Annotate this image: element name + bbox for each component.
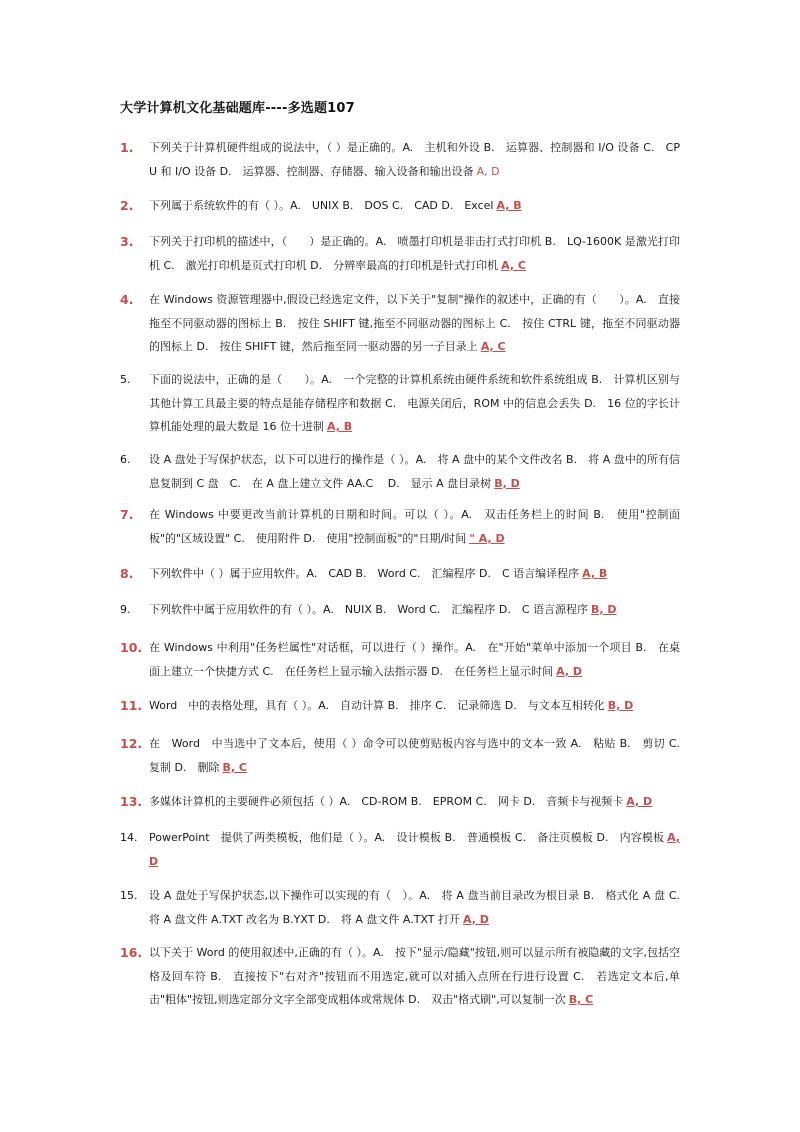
question-item bbox=[120, 288, 680, 359]
question-body bbox=[149, 136, 680, 183]
question-text: 下列关于计算机硬件组成的说法中，（ ）是正确的。A. 主机和外设 B. 运算器、控制器和 I/O 设备 C. CPU 和 I/O 设备 D. 运算器、控制器、存储器、输入设备和输出设备 bbox=[149, 141, 680, 178]
answer-key: A, B bbox=[327, 420, 353, 433]
question-item bbox=[120, 230, 680, 277]
question-body bbox=[149, 826, 680, 873]
document-title: 大学计算机文化基础题库----多选题107 bbox=[120, 101, 355, 116]
question-body bbox=[149, 732, 691, 779]
answer-key: A, C bbox=[480, 340, 506, 353]
question-number: 13. bbox=[120, 794, 143, 809]
question-body bbox=[149, 941, 680, 1012]
answer-key: B, C bbox=[568, 993, 594, 1006]
question-number: 1. bbox=[120, 140, 134, 155]
answer-key: A, C bbox=[501, 258, 526, 272]
question-text: 在 Word 中当选中了文本后，使用（ ）命令可以使剪贴板内容与选中的文本一致 A. 粘贴 B. 剪切 C. 复制 D. 删除 bbox=[149, 737, 691, 774]
question-number: 8. bbox=[120, 566, 134, 581]
question-body bbox=[149, 448, 680, 495]
question-body bbox=[149, 288, 680, 359]
question-item bbox=[120, 941, 680, 1012]
question-text: 下列关于打印机的描述中，（ ）是正确的。A. 喷墨打印机是非击打式打印机 B. LQ-1600K 是激光打印机 C. 激光打印机是页式打印机 D. 分辨率最高的打印机是针式打印机 bbox=[149, 235, 680, 272]
question-text: 下面的说法中，正确的是（ ）。A. 一个完整的计算机系统由硬件系统和软件系统组成 B. 计算机区别与其他计算工具最主要的特点是能存储程序和数据 C. 电源关闭后，ROM 中的信息会丢失 D. 16 位的字长计算机能处理的最大数是 16 位十进制 bbox=[149, 373, 680, 433]
question-body bbox=[149, 562, 680, 586]
question-number: 11. bbox=[120, 698, 143, 713]
question-text: 在 Windows 资源管理器中,假设已经选定文件，以下关于"复制"操作的叙述中，正确的有（ ）。A. 直接拖至不同驱动器的图标上 B. 按住 SHIFT 键,拖至不同驱动器的图标上 C. 按住 CTRL 键，拖至不同驱动器的图标上 D. 按住 SHIFT 键，然后拖至同一驱动器的另一子目录上 bbox=[149, 293, 680, 353]
question-item bbox=[120, 694, 680, 718]
answer-key: B, D bbox=[494, 476, 520, 490]
question-number: 12. bbox=[120, 736, 143, 751]
question-item bbox=[120, 562, 680, 586]
question-body bbox=[149, 598, 680, 622]
question-text: 在 Windows 中利用"任务栏属性"对话框，可以进行（ ）操作。A. 在"开始"菜单中添加一个项目 B. 在桌面上建立一个快捷方式 C. 在任务栏上显示输入法指示器 D. 在任务栏上显示时间 bbox=[149, 641, 680, 678]
question-body bbox=[149, 790, 680, 814]
answer-key: A, B bbox=[496, 199, 522, 212]
question-number: 4. bbox=[120, 292, 134, 307]
answer-key: B, D bbox=[591, 603, 617, 616]
question-text: 设 A 盘处于写保护状态，以下可以进行的操作是（ ）。A. 将 A 盘中的某个文件改名 B. 将 A 盘中的所有信息复制到 C 盘 C. 在 A 盘上建立文件 AA.C D. 显示 A 盘目录树 bbox=[149, 453, 680, 490]
answer-key: B, C bbox=[222, 760, 247, 774]
question-text: 下列软件中（ ）属于应用软件。A. CAD B. Word C. 汇编程序 D. C 语言编译程序 bbox=[149, 567, 580, 580]
question-number: 10. bbox=[120, 640, 143, 655]
question-item bbox=[120, 448, 680, 495]
answer-key: A, D bbox=[556, 664, 582, 678]
question-number: 15. bbox=[120, 889, 138, 902]
answer-key: " A, D bbox=[469, 531, 505, 545]
question-body bbox=[149, 884, 691, 931]
question-body bbox=[149, 230, 680, 277]
question-item bbox=[120, 884, 691, 931]
question-item bbox=[120, 598, 680, 622]
question-text: 多媒体计算机的主要硬件必须包括（ ）A. CD-ROM B. EPROM C. 网卡 D. 音频卡与视频卡 bbox=[149, 795, 624, 808]
question-text: 以下关于 Word 的使用叙述中,正确的有（ ）。A. 按下"显示/隐藏"按钮,则可以显示所有被隐藏的文字,包括空格及回车符 B. 直接按下"右对齐"按钮而不用选定,就可以对插入点所在行进行设置 C. 若选定文本后,单击"粗体"按钮,则选定部分文字全部变成粗体或常规体 D. 双击"格式刷",可以复制一次 bbox=[149, 946, 680, 1006]
question-text: 下列软件中属于应用软件的有（ ）。A. NUIX B. Word C. 汇编程序 D. C 语言源程序 bbox=[149, 603, 589, 616]
answer-key: A, D bbox=[149, 831, 680, 868]
question-item bbox=[120, 636, 680, 683]
question-number: 14. bbox=[120, 831, 138, 844]
question-body bbox=[149, 194, 680, 218]
answer-key: A, D bbox=[476, 164, 500, 178]
question-item bbox=[120, 503, 680, 550]
question-number: 5. bbox=[120, 373, 131, 386]
question-text: PowerPoint 提供了两类模板，他们是（ ）。A. 设计模板 B. 普通模板 C. 备注页模板 D. 内容模板 bbox=[149, 831, 665, 844]
question-item bbox=[120, 194, 680, 218]
question-body bbox=[149, 636, 680, 683]
question-number: 2. bbox=[120, 198, 134, 213]
answer-key: A, D bbox=[463, 912, 489, 926]
question-body bbox=[149, 503, 680, 550]
question-item bbox=[120, 136, 680, 183]
question-item bbox=[120, 790, 680, 814]
question-number: 7. bbox=[120, 507, 134, 522]
question-number: 3. bbox=[120, 234, 134, 249]
question-number: 9. bbox=[120, 603, 131, 616]
question-item bbox=[120, 826, 680, 873]
question-item bbox=[120, 368, 680, 439]
question-body bbox=[149, 368, 680, 439]
answer-key: B, D bbox=[607, 699, 634, 712]
question-text: 设 A 盘处于写保护状态,以下操作可以实现的有（ ）。A. 将 A 盘当前目录改为根目录 B. 格式化 A 盘 C. 将 A 盘文件 A.TXT 改名为 B.YXT D. 将 A 盘文件 A.TXT 打开 bbox=[149, 889, 691, 926]
answer-key: A, D bbox=[626, 795, 653, 808]
question-number: 16. bbox=[120, 945, 143, 960]
question-text: 下列属于系统软件的有（ ）。A. UNIX B. DOS C. CAD D. Excel bbox=[149, 199, 494, 212]
question-text: 在 Windows 中要更改当前计算机的日期和时间。可以（ ）。A. 双击任务栏上的时间 B. 使用"控制面板"的"区域设置" C. 使用附件 D. 使用"控制面板"的"日期/时间 bbox=[149, 508, 680, 545]
question-body bbox=[149, 694, 680, 718]
question-item bbox=[120, 732, 691, 779]
answer-key: A, B bbox=[582, 567, 608, 580]
question-text: Word 中的表格处理，具有（ ）。A. 自动计算 B. 排序 C. 记录筛选 D. 与文本互相转化 bbox=[149, 699, 605, 712]
question-number: 6. bbox=[120, 453, 131, 466]
